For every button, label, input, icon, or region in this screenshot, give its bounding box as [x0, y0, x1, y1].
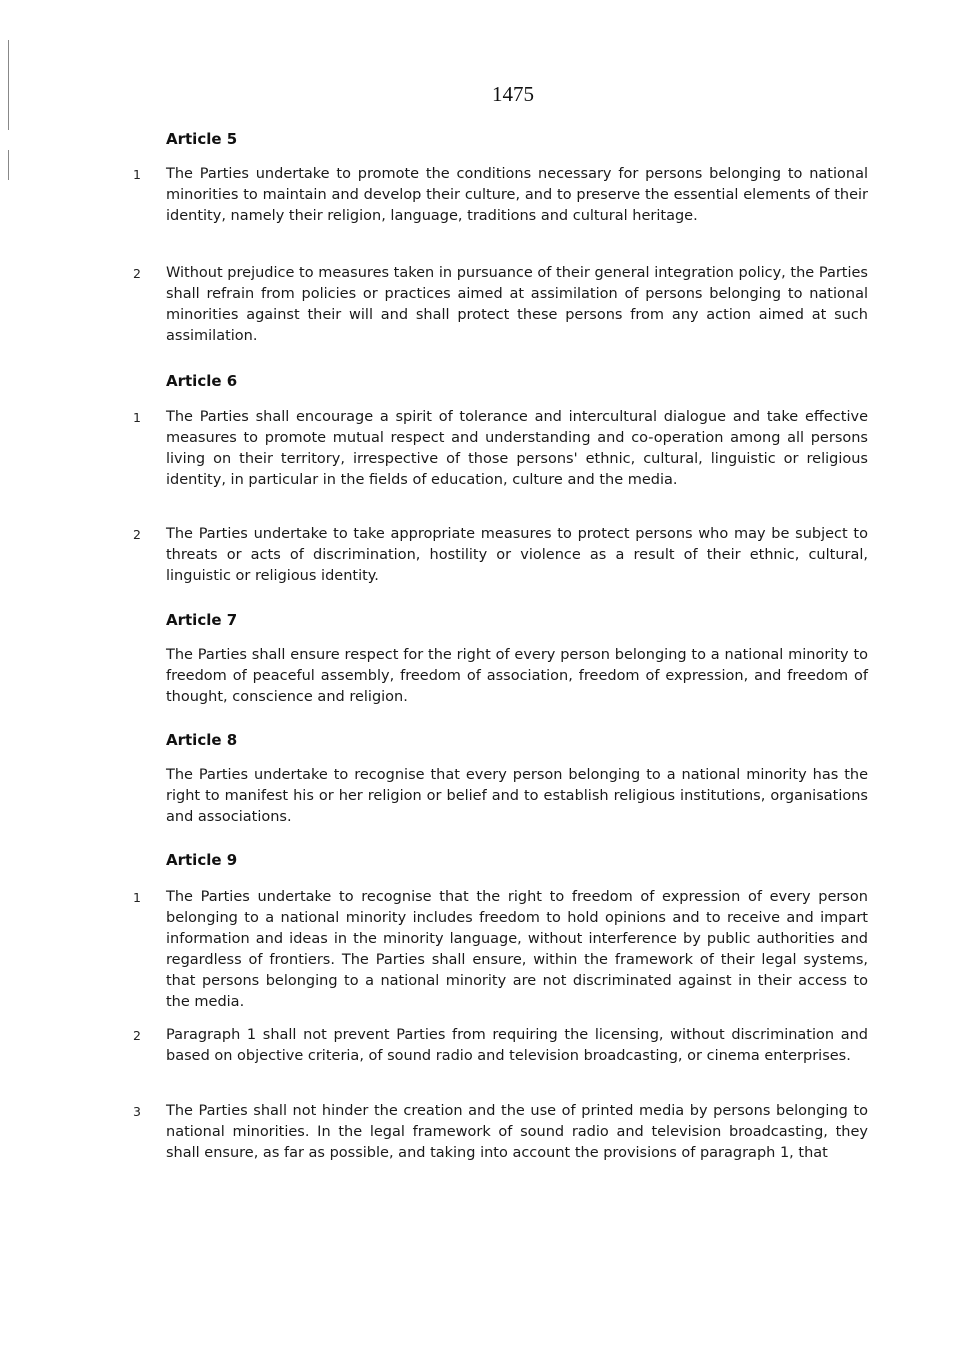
paragraph-number: 2: [133, 527, 141, 542]
article-8-title: Article 8: [166, 731, 238, 749]
article-9-title: Article 9: [166, 851, 238, 869]
article-9-paragraph-2: Paragraph 1 shall not prevent Parties from requiring the licensing, without discrimination and based on objective criteria, of sound radio and television broadcasting, or cinema enterprises.: [166, 1027, 868, 1064]
article-5-title: Article 5: [166, 130, 238, 148]
scan-edge-line: [8, 150, 9, 180]
paragraph-number: 1: [133, 890, 141, 905]
article-9-paragraph-1: The Parties undertake to recognise that the right to freedom of expression of every person belonging to a national minority includes freedom to hold opinions and to receive and impart information and ideas in the minority language, without interference by public authorities and regardless of frontiers. The Parties shall ensure, within the framework of their legal systems, that persons belonging to a national minority are not discriminated against in their access to the media.: [166, 889, 868, 1010]
paragraph-number: 1: [133, 410, 141, 425]
scan-edge-line: [8, 40, 9, 130]
paragraph-number: 2: [133, 266, 141, 281]
page-number: 1475: [492, 82, 534, 106]
article-5-paragraph-2: Without prejudice to measures taken in pursuance of their general integration policy, the Parties shall refrain from policies or practices aimed at assimilation of persons belonging to national minorities against their will and shall protect these persons from any action aimed at such assimilation.: [166, 265, 868, 344]
article-7-title: Article 7: [166, 611, 238, 629]
article-9-paragraph-3: The Parties shall not hinder the creation and the use of printed media by persons belonging to national minorities. In the legal framework of sound radio and television broadcasting, they shall ensure, as far as possible, and taking into account the provisions of paragraph 1, that: [166, 1103, 868, 1161]
paragraph-number: 3: [133, 1104, 141, 1119]
article-8-paragraph: The Parties undertake to recognise that every person belonging to a national minority has the right to manifest his or her religion or belief and to establish religious institutions, organisations and associations.: [166, 767, 868, 825]
article-6-title: Article 6: [166, 372, 238, 390]
paragraph-number: 1: [133, 167, 141, 182]
paragraph-number: 2: [133, 1028, 141, 1043]
article-5-paragraph-1: The Parties undertake to promote the conditions necessary for persons belonging to national minorities to maintain and develop their culture, and to preserve the essential elements of their identity, namely their religion, language, traditions and cultural heritage.: [166, 166, 868, 224]
article-7-paragraph: The Parties shall ensure respect for the right of every person belonging to a national minority to freedom of peaceful assembly, freedom of association, freedom of expression, and freedom of thought, conscience and religion.: [166, 647, 868, 705]
article-6-paragraph-2: The Parties undertake to take appropriate measures to protect persons who may be subject to threats or acts of discrimination, hostility or violence as a result of their ethnic, cultural, linguistic or religious identity.: [166, 526, 868, 584]
article-6-paragraph-1: The Parties shall encourage a spirit of tolerance and intercultural dialogue and take effective measures to promote mutual respect and understanding and co-operation among all persons living on their territory, irrespective of those persons' ethnic, cultural, linguistic or religious identity, in particular in the fields of education, culture and the media.: [166, 409, 868, 488]
